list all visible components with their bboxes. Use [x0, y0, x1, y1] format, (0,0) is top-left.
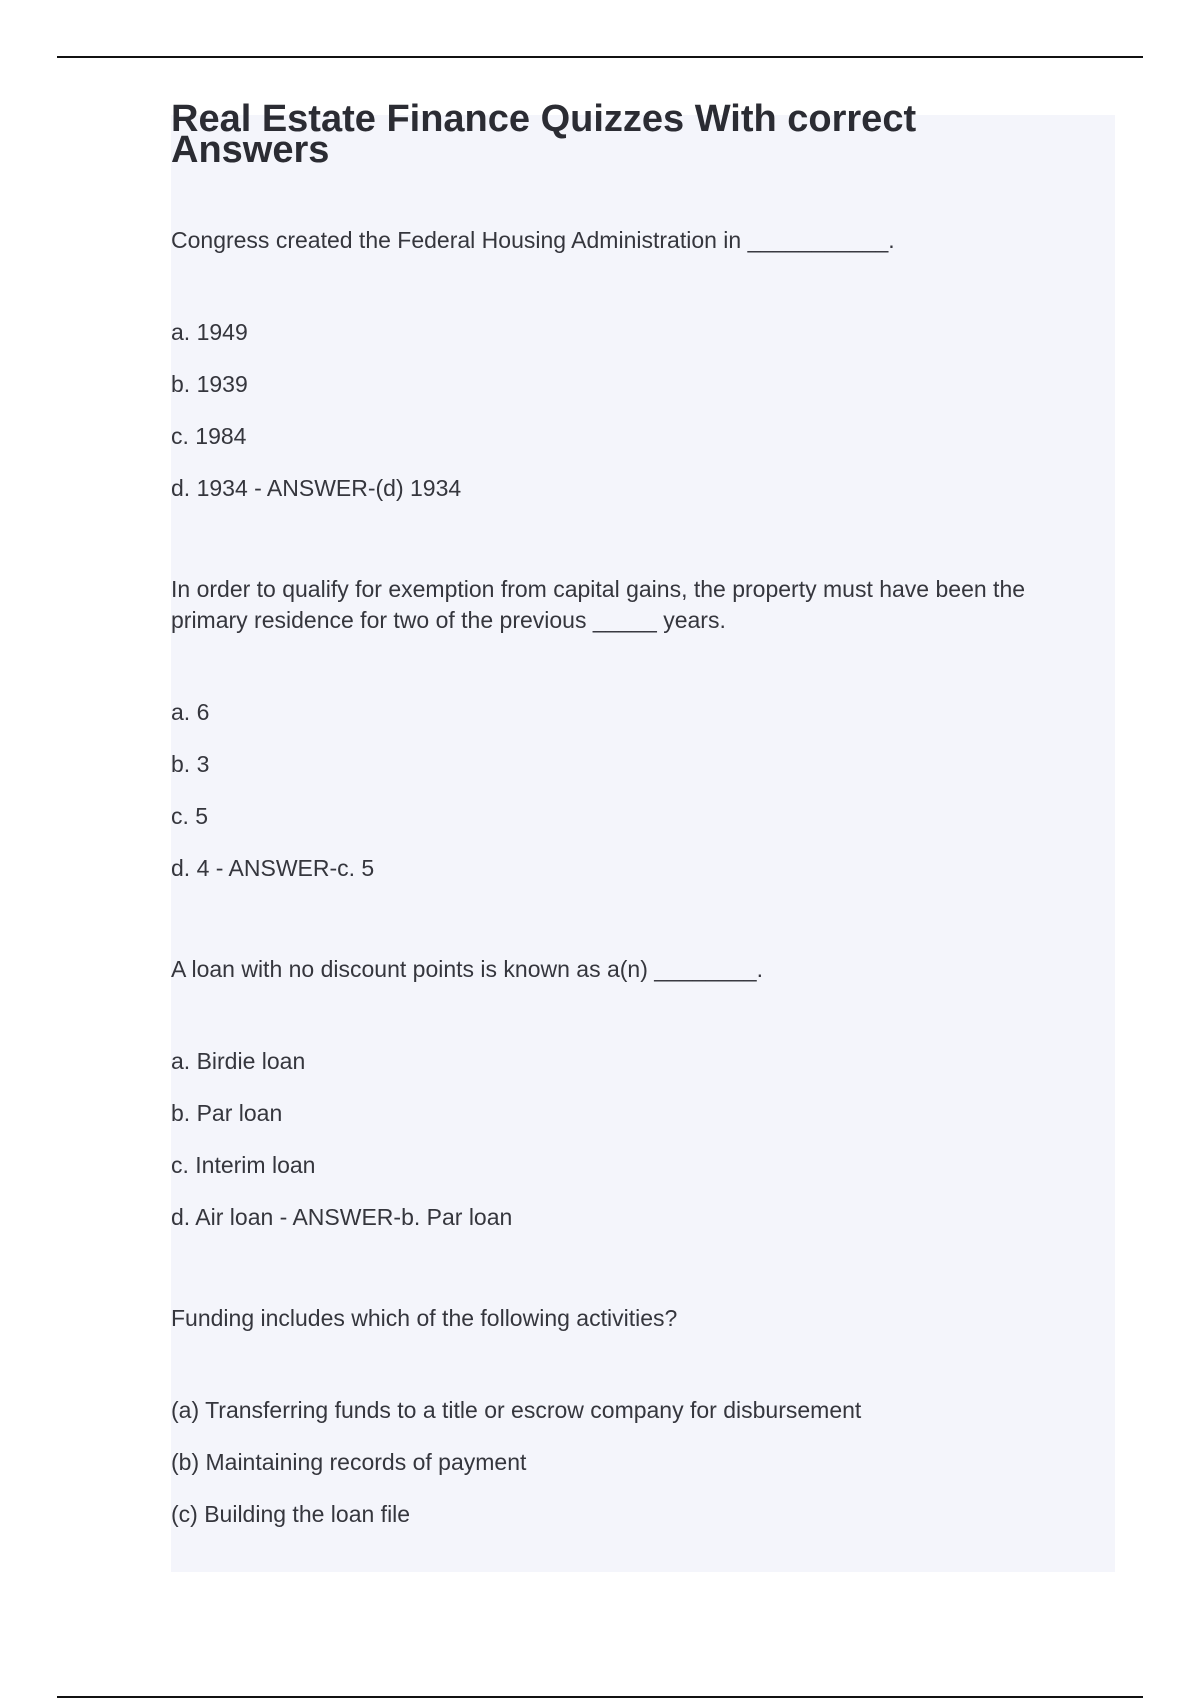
answer-option-d: d. Air loan - ANSWER-b. Par loan — [171, 1204, 513, 1230]
question-text: In order to qualify for exemption from capital gains, the property must have been the primary residence for two of the previous _____ years. — [171, 576, 1026, 633]
page-top-rule — [57, 56, 1143, 58]
answer-option-a: a. 1949 — [171, 319, 248, 345]
answer-option-c: c. 5 — [171, 803, 209, 829]
answer-option-c: c. 1984 — [171, 423, 247, 449]
question-text: A loan with no discount points is known as a(n) ________. — [171, 956, 763, 982]
question-text: Funding includes which of the following activities? — [171, 1305, 678, 1331]
answer-option-d: d. 4 - ANSWER-c. 5 — [171, 855, 375, 881]
question-block-1 — [171, 225, 1091, 504]
page-bottom-rule — [57, 1696, 1143, 1698]
answer-option-a: a. Birdie loan — [171, 1048, 306, 1074]
answer-option-b: b. Par loan — [171, 1100, 283, 1126]
answer-option-a: a. 6 — [171, 699, 210, 725]
answer-option-d: d. 1934 - ANSWER-(d) 1934 — [171, 475, 462, 501]
answer-options — [171, 697, 1091, 884]
answer-options — [171, 1046, 1091, 1233]
answer-options — [171, 317, 1091, 504]
question-block-2 — [171, 574, 1091, 884]
answer-option-a: (a) Transferring funds to a title or escrow company for disbursement — [171, 1397, 862, 1423]
question-block-3 — [171, 954, 1091, 1233]
answer-option-b: (b) Maintaining records of payment — [171, 1449, 527, 1475]
answer-option-c: (c) Building the loan file — [171, 1501, 411, 1527]
question-list — [171, 225, 1091, 1530]
answer-option-b: b. 1939 — [171, 371, 248, 397]
question-block-4 — [171, 1303, 1091, 1530]
answer-option-c: c. Interim loan — [171, 1152, 316, 1178]
answer-options — [171, 1395, 1091, 1530]
answer-option-b: b. 3 — [171, 751, 210, 777]
document-title: Real Estate Finance Quizzes With correct Answers — [171, 98, 917, 171]
question-text: Congress created the Federal Housing Administration in ___________. — [171, 227, 895, 253]
